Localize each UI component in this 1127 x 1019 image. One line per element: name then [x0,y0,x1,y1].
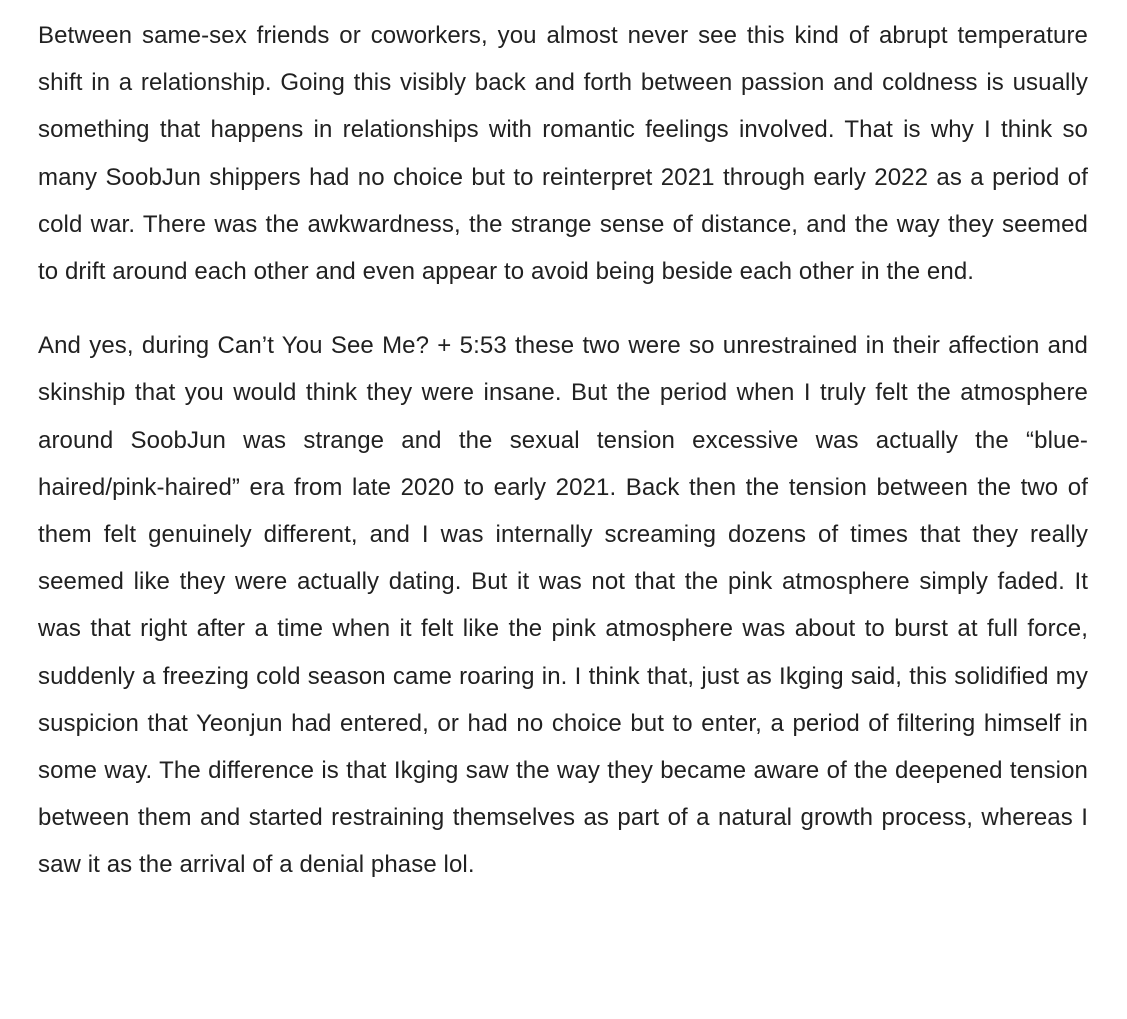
paragraph-2: And yes, during Can’t You See Me? + 5:53 these two were so unrestrained in their affection and skinship that you would think they were insane. But the period when I truly felt the atmosphere around SoobJun was strange and the sexual tension excessive was actually the “blue-haired/pink-haired” era from late 2020 to early 2021. Back then the tension between the two of them felt genuinely different, and I was internally screaming dozens of times that they really seemed like they were actually dating. But it was not that the pink atmosphere simply faded. It was that right after a time when it felt like the pink atmosphere was about to burst at full force, suddenly a freezing cold season came roaring in. I think that, just as Ikging said, this solidified my suspicion that Yeonjun had entered, or had no choice but to enter, a period of filtering himself in some way. The difference is that Ikging saw the way they became aware of the deepened tension between them and started restraining themselves as part of a natural growth process, whereas I saw it as the arrival of a denial phase lol. [38,332,1088,879]
article-body [38,12,1088,889]
paragraph-1: Between same-sex friends or coworkers, you almost never see this kind of abrupt temperature shift in a relationship. Going this visibly back and forth between passion and coldness is usually something that happens in relationships with romantic feelings involved. That is why I think so many SoobJun shippers had no choice but to reinterpret 2021 through early 2022 as a period of cold war. There was the awkwardness, the strange sense of distance, and the way they seemed to drift around each other and even appear to avoid being beside each other in the end. [38,22,1088,286]
